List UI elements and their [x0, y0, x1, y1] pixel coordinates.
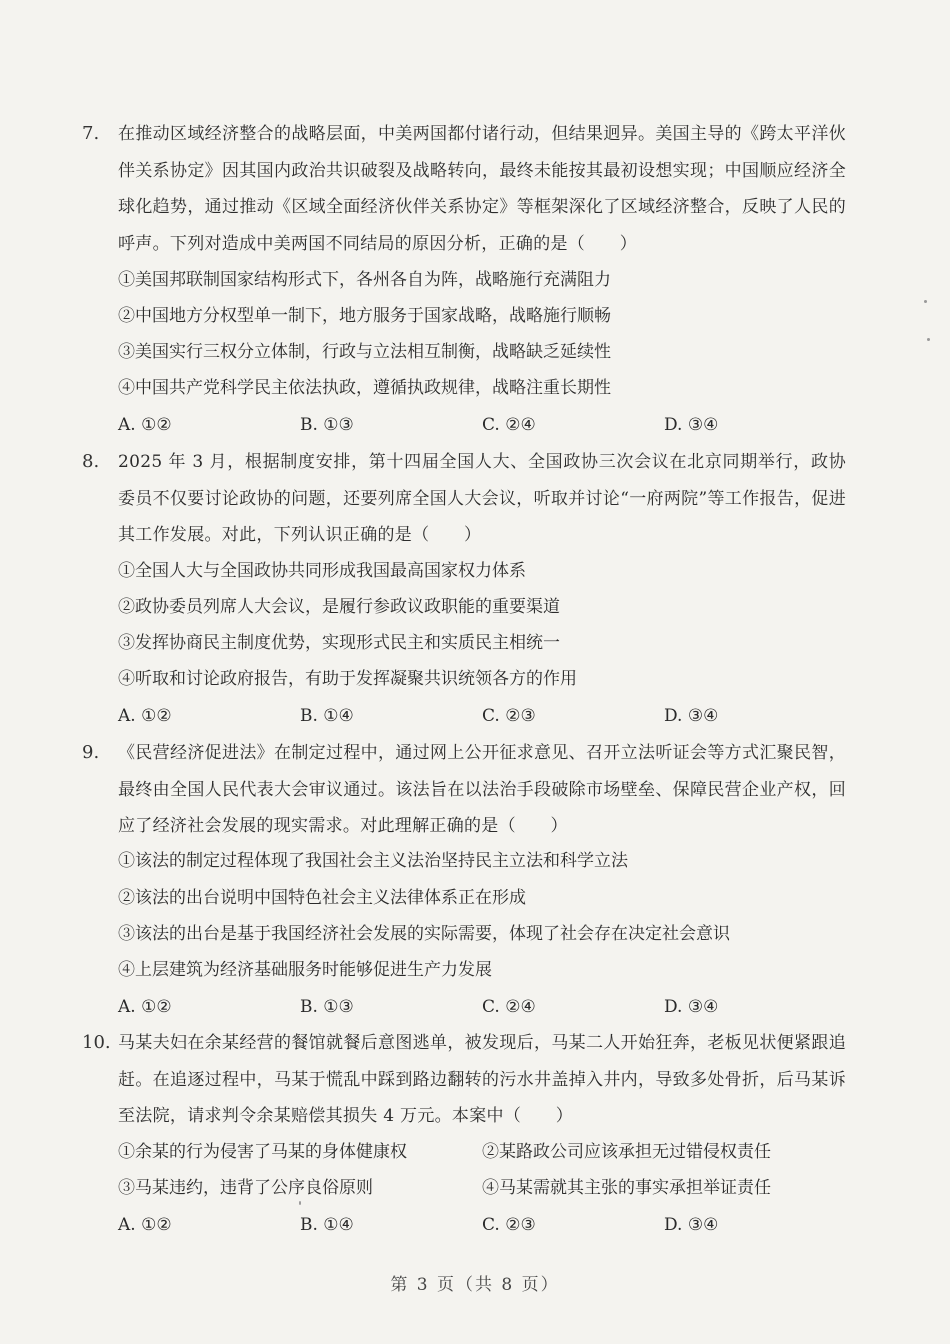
- answer-d[interactable]: D. ③④: [664, 997, 719, 1017]
- answer-b[interactable]: B. ①③: [300, 997, 354, 1017]
- question-stem: 《民营经济促进法》在制定过程中，通过网上公开征求意见、召开立法听证会等方式汇聚民智，最终由全国人民代表大会审议通过。该法旨在以法治手段破除市场壁垒、保障民营企业产权，回应了经济社会发展的现实需求。对此理解正确的是（ ）: [118, 743, 846, 836]
- option-3: ③该法的出台是基于我国经济社会发展的实际需要，体现了社会存在决定社会意识: [118, 924, 730, 944]
- option-2: ②政协委员列席人大会议，是履行参政议政职能的重要渠道: [118, 597, 560, 617]
- answer-c[interactable]: C. ②③: [482, 706, 536, 726]
- option-3: ③美国实行三权分立体制，行政与立法相互制衡，战略缺乏延续性: [118, 342, 611, 362]
- option-3: ③发挥协商民主制度优势，实现形式民主和实质民主相统一: [118, 633, 560, 653]
- answer-a[interactable]: A. ①②: [118, 1215, 172, 1235]
- option-1: ①该法的制定过程体现了我国社会主义法治坚持民主立法和科学立法: [118, 851, 628, 871]
- question-number: 10.: [82, 1032, 111, 1053]
- answer-c[interactable]: C. ②④: [482, 997, 536, 1017]
- answer-d[interactable]: D. ③④: [664, 415, 719, 435]
- option-1: ①余某的行为侵害了马某的身体健康权: [118, 1142, 407, 1162]
- answer-choices: [118, 698, 858, 734]
- option-4: ④上层建筑为经济基础服务时能够促进生产力发展: [118, 960, 492, 980]
- scan-speck: [924, 300, 927, 303]
- question-stem: 2025 年 3 月，根据制度安排，第十四届全国人大、全国政协三次会议在北京同期举行，政协委员不仅要讨论政协的问题，还要列席全国人大会议，听取并讨论“一府两院”等工作报告，促进其工作发展。对此，下列认识正确的是（ ）: [118, 452, 846, 545]
- answer-d[interactable]: D. ③④: [664, 1215, 719, 1235]
- option-1: ①全国人大与全国政协共同形成我国最高国家权力体系: [118, 561, 526, 581]
- answer-c[interactable]: C. ②④: [482, 415, 536, 435]
- answer-b[interactable]: B. ①④: [300, 706, 354, 726]
- option-4: ④马某需就其主张的事实承担举证责任: [482, 1178, 771, 1198]
- page-footer: 第 3 页（共 8 页）: [390, 1275, 560, 1295]
- option-2: ②某路政公司应该承担无过错侵权责任: [482, 1142, 771, 1162]
- option-4: ④听取和讨论政府报告，有助于发挥凝聚共识统领各方的作用: [118, 669, 577, 689]
- answer-a[interactable]: A. ①②: [118, 997, 172, 1017]
- answer-c[interactable]: C. ②③: [482, 1215, 536, 1235]
- scan-speck: [299, 1201, 301, 1205]
- option-4: ④中国共产党科学民主依法执政，遵循执政规律，战略注重长期性: [118, 378, 611, 398]
- answer-d[interactable]: D. ③④: [664, 706, 719, 726]
- answer-choices: [118, 1207, 858, 1243]
- question-number: 9.: [82, 742, 100, 763]
- option-1: ①美国邦联制国家结构形式下，各州各自为阵，战略施行充满阻力: [118, 270, 611, 290]
- answer-choices: [118, 989, 858, 1025]
- option-3: ③马某违约，违背了公序良俗原则: [118, 1178, 373, 1198]
- question-stem: 在推动区域经济整合的战略层面，中美两国都付诸行动，但结果迥异。美国主导的《跨太平洋伙伴关系协定》因其国内政治共识破裂及战略转向，最终未能按其最初设想实现；中国顺应经济全球化趋势，通过推动《区域全面经济伙伴关系协定》等框架深化了区域经济整合，反映了人民的呼声。下列对造成中美两国不同结局的原因分析，正确的是（ ）: [118, 124, 846, 254]
- answer-a[interactable]: A. ①②: [118, 415, 172, 435]
- answer-choices: [118, 407, 858, 443]
- question-stem: 马某夫妇在余某经营的餐馆就餐后意图逃单，被发现后，马某二人开始狂奔，老板见状便紧跟追赶。在追逐过程中，马某于慌乱中踩到路边翻转的污水井盖掉入井内，导致多处骨折，后马某诉至法院，请求判令余某赔偿其损失 4 万元。本案中（ ）: [118, 1033, 846, 1126]
- option-2: ②该法的出台说明中国特色社会主义法律体系正在形成: [118, 888, 526, 908]
- question-number: 7.: [82, 123, 100, 144]
- answer-b[interactable]: B. ①③: [300, 415, 354, 435]
- scan-speck: [927, 338, 930, 341]
- answer-b[interactable]: B. ①④: [300, 1215, 354, 1235]
- question-number: 8.: [82, 451, 100, 472]
- option-2: ②中国地方分权型单一制下，地方服务于国家战略，战略施行顺畅: [118, 306, 611, 326]
- answer-a[interactable]: A. ①②: [118, 706, 172, 726]
